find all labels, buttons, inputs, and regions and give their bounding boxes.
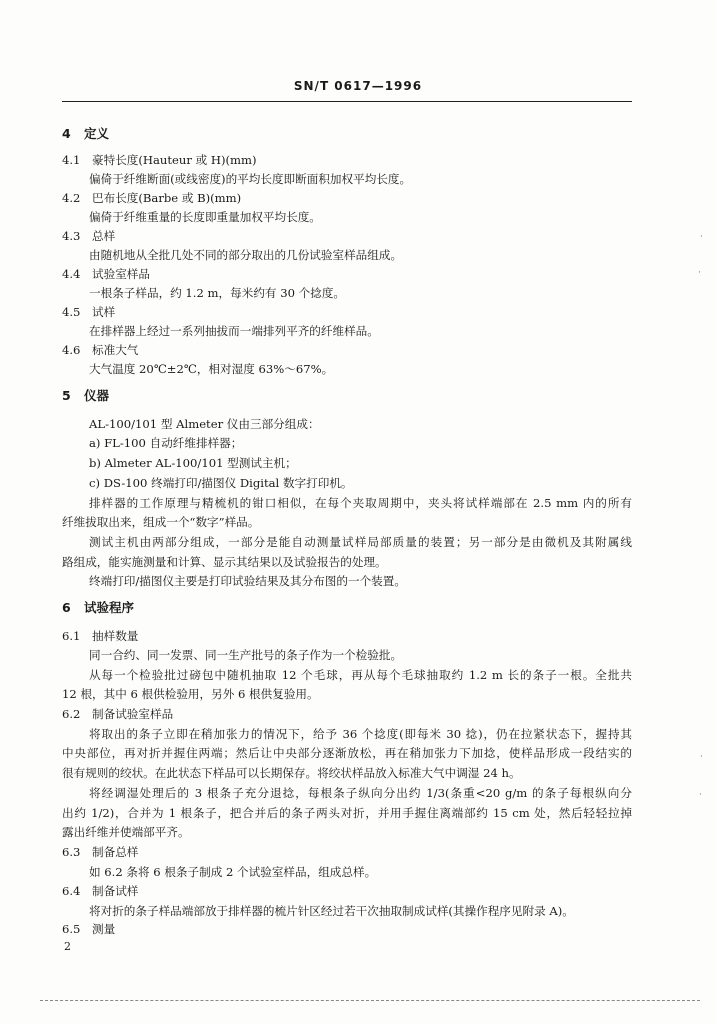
clause-number: 4.6 — [62, 343, 81, 357]
scan-speck: · — [700, 752, 703, 762]
list-item-b: b) Almeter AL-100/101 型测试主机； — [89, 456, 297, 470]
page-number: 2 — [64, 940, 71, 953]
section-6-heading — [62, 600, 134, 615]
clause-title: 抽样数量 — [92, 629, 139, 643]
clause-number: 4.1 — [62, 153, 81, 167]
clause-6-4-heading — [62, 884, 138, 899]
section-title: 定义 — [84, 126, 110, 141]
paragraph-line: 将经调湿处理后的 3 根条子充分退捻，每根条子纵向分出约 1/3(条重<20 g/m 的条子每根纵向分 — [89, 786, 632, 800]
clause-4-6-heading — [62, 343, 138, 358]
list-item-c: c) DS-100 终端打印/描图仪 Digital 数字打印机。 — [89, 476, 353, 490]
paragraph-line: 中央部位，再对折并握住两端；然后让中央部分逐渐放松，再在稍加张力下加捻，使样品形成一段结实的 — [62, 746, 632, 760]
clause-title: 测量 — [92, 922, 116, 936]
standard-code-header: SN/T 0617—1996 — [293, 79, 423, 93]
clause-title: 总样 — [92, 229, 116, 243]
clause-4-2-body: 偏倚于纤维重量的长度即重量加权平均长度。 — [89, 210, 321, 224]
clause-4-3-body: 由随机地从全批几处不同的部分取出的几份试验室样品组成。 — [89, 248, 403, 262]
list-item-a: a) FL-100 自动纤维排样器； — [89, 436, 243, 450]
section-number: 4 — [62, 126, 71, 141]
paragraph-line: 露出纤维并使端部平齐。 — [62, 825, 190, 839]
paragraph-line: 纤维拔取出来，组成一个“数字”样品。 — [62, 515, 260, 529]
clause-number: 4.5 — [62, 305, 81, 319]
clause-4-1-heading — [62, 153, 257, 168]
paragraph-line: 同一合约、同一发票、同一生产批号的条子作为一个检验批。 — [89, 648, 403, 662]
clause-4-2-heading — [62, 191, 241, 206]
paragraph-line: 测试主机由两部分组成，一部分是能自动测量试样局部质量的装置；另一部分是由微机及其附属线 — [89, 535, 632, 549]
clause-title: 标准大气 — [92, 343, 139, 357]
section-number: 5 — [62, 388, 71, 403]
clause-6-1-heading — [62, 629, 138, 644]
clause-number: 4.3 — [62, 229, 81, 243]
scan-edge-line — [40, 1000, 700, 1001]
paragraph-line: 路组成，能实施测量和计算、显示其结果以及试验报告的处理。 — [62, 555, 387, 569]
clause-4-4-body: 一根条子样品，约 1.2 m，每米约有 30 个捻度。 — [89, 286, 346, 300]
paragraph-line: 出约 1/2)，合并为 1 根条子，把合并后的条子两头对折，并用手握住离端部约 15 cm 处，然后轻轻拉掉 — [62, 806, 632, 820]
paragraph-line: 终端打印/描图仪主要是打印试验结果及其分布图的一个装置。 — [89, 574, 406, 588]
clause-number: 6.2 — [62, 707, 81, 721]
clause-4-3-heading — [62, 229, 115, 244]
section-4-heading — [62, 126, 109, 141]
header-rule — [62, 101, 632, 102]
section-5-intro: AL-100/101 型 Almeter 仪由三部分组成： — [89, 417, 320, 431]
paragraph-line: 排样器的工作原理与精梳机的钳口相似，在每个夹取周期中，夹头将试样端部在 2.5 mm 内的所有 — [89, 496, 632, 510]
clause-4-6-body: 大气温度 20℃±2℃，相对湿度 63%～67%。 — [89, 362, 334, 376]
scan-speck: · — [700, 232, 703, 242]
scan-speck: · — [698, 268, 701, 278]
clause-6-5-heading — [62, 922, 115, 937]
clause-title: 试样 — [92, 305, 116, 319]
clause-number: 4.4 — [62, 267, 81, 281]
paragraph-line: 从每一个检验批过磅包中随机抽取 12 个毛球，再从每个毛球抽取约 1.2 m 长的条子一根。全批共 — [89, 668, 632, 682]
clause-title: 豪特长度(Hauteur 或 H)(mm) — [92, 153, 257, 167]
clause-4-4-heading — [62, 267, 150, 282]
paragraph-line: 将取出的条子立即在稍加张力的情况下，给予 36 个捻度(即每米 30 捻)，仍在拉紧状态下，握持其 — [89, 727, 632, 741]
section-title: 试验程序 — [84, 600, 135, 615]
section-title: 仪器 — [84, 388, 110, 403]
clause-6-2-heading — [62, 707, 173, 722]
clause-4-1-body: 偏倚于纤维断面(或线密度)的平均长度即断面积加权平均长度。 — [89, 172, 412, 186]
clause-title: 制备试验室样品 — [92, 707, 174, 721]
clause-title: 巴布长度(Barbe 或 B)(mm) — [92, 191, 242, 205]
clause-number: 6.3 — [62, 845, 81, 859]
paragraph-line: 很有规则的绞状。在此状态下样品可以长期保存。将绞状样品放入标准大气中调湿 24 h。 — [62, 766, 521, 780]
clause-number: 6.1 — [62, 629, 81, 643]
clause-title: 制备试样 — [92, 884, 139, 898]
clause-6-3-body: 如 6.2 条将 6 根条子制成 2 个试验室样品，组成总样。 — [89, 865, 377, 879]
clause-6-3-heading — [62, 845, 138, 860]
clause-4-5-heading — [62, 305, 115, 320]
scan-speck: · — [699, 790, 702, 800]
clause-title: 试验室样品 — [92, 267, 150, 281]
clause-6-4-body: 将对折的条子样品端部放于排样器的梳片针区经过若干次抽取制成试样(其操作程序见附录 A)。 — [89, 904, 574, 918]
section-5-heading — [62, 388, 109, 403]
clause-4-5-body: 在排样器上经过一系列抽拔而一端排列平齐的纤维样品。 — [89, 324, 379, 338]
section-number: 6 — [62, 600, 71, 615]
clause-number: 4.2 — [62, 191, 81, 205]
clause-title: 制备总样 — [92, 845, 139, 859]
clause-number: 6.4 — [62, 884, 81, 898]
paragraph-line: 12 根，其中 6 根供检验用，另外 6 根供复验用。 — [62, 687, 319, 701]
clause-number: 6.5 — [62, 922, 81, 936]
